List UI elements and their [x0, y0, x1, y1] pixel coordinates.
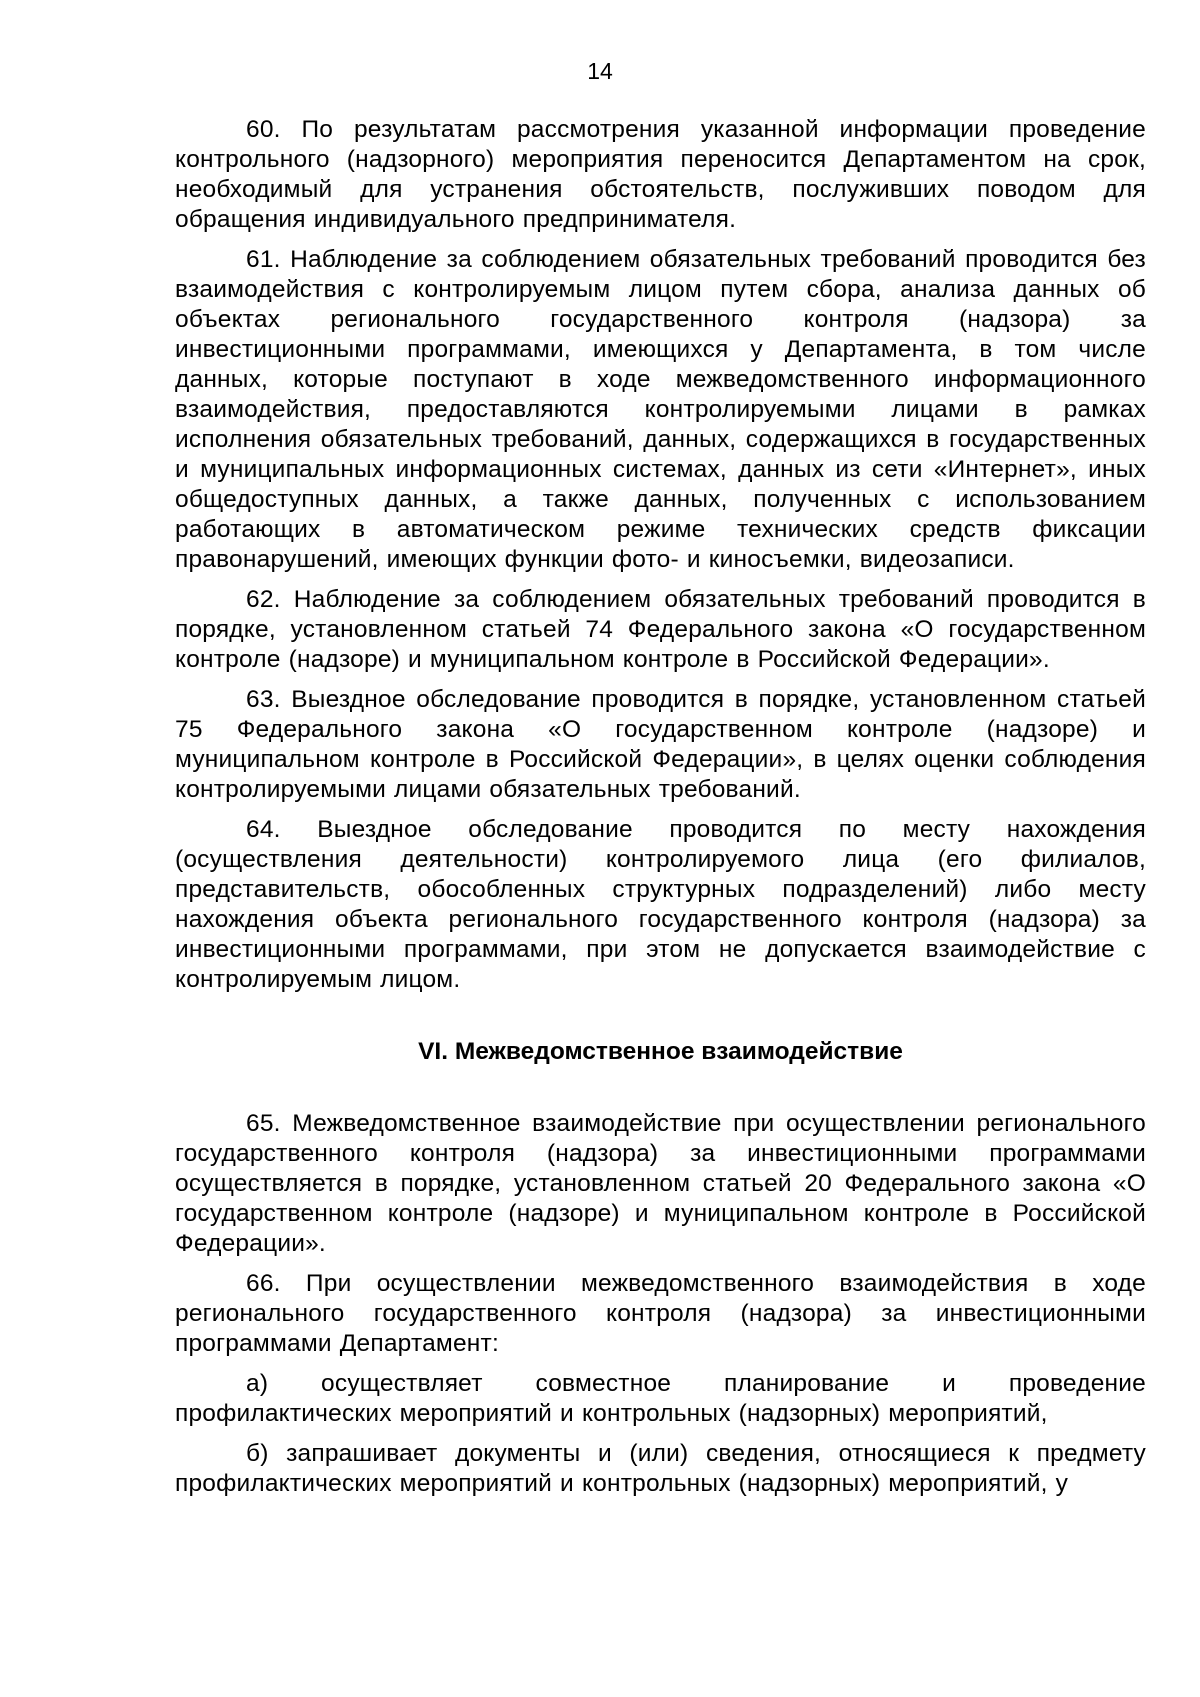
paragraph-66-a: а) осуществляет совместное планирование и проведение профилактических мероприятий и контрольных (надзорных) мероприятий, [175, 1370, 1146, 1427]
paragraph-65: 65. Межведомственное взаимодействие при осуществлении регионального государственного контроля (надзора) за инвестиционными программами осуществляется в порядке, установленном статьей 20 Федерального закона «О государственном контроле (надзоре) и муниципальном контроле в Российской Федерации». [175, 1110, 1146, 1257]
paragraph-61: 61. Наблюдение за соблюдением обязательных требований проводится без взаимодействия с контролируемым лицом путем сбора, анализа данных об объектах регионального государственного контроля (надзора) за инвестиционными программами, имеющихся у Департамента, в том числе данных, которые поступают в ходе межведомственного информационного взаимодействия, предоставляются контролируемыми лицами в рамках исполнения обязательных требований, данных, содержащихся в государственных и муниципальных информационных системах, данных из сети «Интернет», иных общедоступных данных, а также данных, полученных с использованием работающих в автоматическом режиме технических средств фиксации правонарушений, имеющих функции фото- и киносъемки, видеозаписи. [175, 246, 1146, 573]
section-heading: VI. Межведомственное взаимодействие [418, 1038, 903, 1065]
paragraph-62: 62. Наблюдение за соблюдением обязательных требований проводится в порядке, установленном статьей 74 Федерального закона «О государственном контроле (надзоре) и муниципальном контроле в Российской Федерации». [175, 586, 1146, 673]
paragraph-64: 64. Выездное обследование проводится по месту нахождения (осуществления деятельности) контролируемого лица (его филиалов, представительств, обособленных структурных подразделений) либо месту нахождения объекта регионального государственного контроля (надзора) за инвестиционными программами, при этом не допускается взаимодействие с контролируемым лицом. [175, 816, 1146, 993]
paragraph-66: 66. При осуществлении межведомственного взаимодействия в ходе регионального государственного контроля (надзора) за инвестиционными программами Департамент: [175, 1270, 1146, 1357]
body-text [175, 115, 1146, 1509]
paragraph-60: 60. По результатам рассмотрения указанной информации проведение контрольного (надзорного) мероприятия переносится Департаментом на срок, необходимый для устранения обстоятельств, послуживших поводом для обращения индивидуального предпринимателя. [175, 116, 1146, 233]
paragraph-63: 63. Выездное обследование проводится в порядке, установленном статьей 75 Федерального закона «О государственном контроле (надзоре) и муниципальном контроле в Российской Федерации», в целях оценки соблюдения контролируемыми лицами обязательных требований. [175, 686, 1146, 803]
page-number: 14 [587, 58, 613, 84]
paragraph-66-b: б) запрашивает документы и (или) сведения, относящиеся к предмету профилактических мероприятий и контрольных (надзорных) мероприятий, у [175, 1440, 1146, 1497]
